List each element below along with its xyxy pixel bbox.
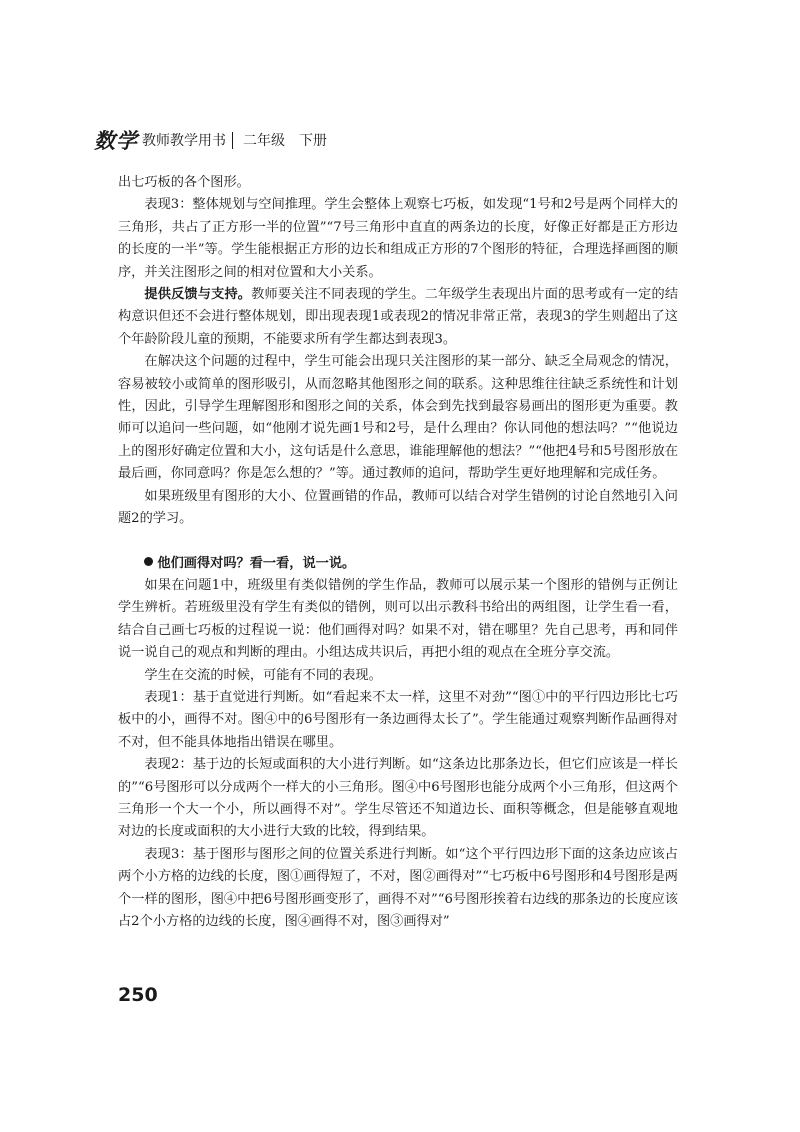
paragraph: 表现3：整体规划与空间推理。学生会整体上观察七巧板，如发现“1号和2号是两个同样大的三角形，共占了正方形一半的位置”“7号三角形中直直的两条边的长度，好像正好都是正方形边的长度的一半”等。学生能根据正方形的边长和组成正方形的7个图形的特征，合理选择画图的顺序，并关注图形之间的相对位置和大小关系。: [118, 197, 678, 280]
book-grade: 二年级 下册: [243, 133, 327, 149]
paragraph: 学生在交流的时候，可能有不同的表现。: [144, 667, 382, 683]
page-body: [118, 172, 678, 933]
paragraph: 表现1：基于直觉进行判断。如“看起来不太一样，这里不对劲”“图①中的平行四边形比七巧板中的小，画得不对。图④中的6号图形有一条边画得太长了”。学生能通过观察判断作品画得对不对，但不能具体地指出错误在哪里。: [118, 689, 678, 750]
paragraph: 表现3：基于图形与图形之间的位置关系进行判断。如“这个平行四边形下面的这条边应该占两个小方格的边线的长度，图①画得短了，不对，图②画得对”“七巧板中6号图形和4号图形是两个一样的图形，图④中把6号图形画变形了，画得不对”“6号图形挨着右边线的那条边的长度应该占2个小方格的边线的长度，图④画得不对，图③画得对”: [118, 846, 678, 929]
book-subtitle: 教师教学用书: [142, 133, 226, 149]
bullet-dot-icon: [144, 557, 153, 566]
header-divider: [232, 132, 233, 149]
paragraph: 提供反馈与支持。教师要关注不同表现的学生。二年级学生表现出片面的思考或有一定的结构意识但还不会进行整体规划，即出现表现1或表现2的情况非常正常，表现3的学生则超出了这个年龄阶段儿童的预期，不能要求所有学生都达到表现3。: [118, 287, 679, 347]
paragraph: 如果在问题1中，班级里有类似错例的学生作品，教师可以展示某一个图形的错例与正例让学生辨析。若班级里没有学生有类似的错例，则可以出示教科书给出的两组图，让学生看一看，结合自己画七巧板的过程说一说：他们画得对吗？如果不对，错在哪里？先自己思考，再和同伴说一说自己的观点和判断的理由。小组达成共识后，再把小组的观点在全班分享交流。: [118, 577, 678, 661]
running-header: [94, 127, 327, 153]
paragraph: 如果班级里有图形的大小、位置画错的作品，教师可以结合对学生错例的讨论自然地引入问题2的学习。: [118, 488, 678, 527]
section-heading: 他们画得对吗？看一看，说一说。: [118, 553, 678, 575]
paragraph: 表现2：基于边的长短或面积的大小进行判断。如“这条边比那条边长，但它们应该是一样长的”“6号图形可以分成两个一样大的小三角形。图④中6号图形也能分成两个小三角形，但这两个三角形一个大一个小，所以画得不对”。学生尽管还不知道边长、面积等概念，但是能够直观地对边的长度或面积的大小进行大致的比较，得到结果。: [118, 757, 678, 840]
paragraph: 在解决这个问题的过程中，学生可能会出现只关注图形的某一部分、缺乏全局观念的情况，容易被较小或简单的图形吸引，从而忽略其他图形之间的联系。这种思维往往缺乏系统性和计划性，因此，引导学生理解图形和图形之间的关系，体会到先找到最容易画出的图形更为重要。教师可以追问一些问题，如“他刚才说先画1号和2号，是什么理由？你认同他的想法吗？”“他说边上的图形好确定位置和大小，这句话是什么意思，谁能理解他的想法？”“他把4号和5号图形放在最后画，你同意吗？你是怎么想的？”等。通过教师的追问，帮助学生更好地理解和完成任务。: [118, 354, 678, 482]
section-gap: [118, 531, 678, 553]
paragraph: 出七巧板的各个图形。: [118, 175, 250, 190]
paragraph-lead: 提供反馈与支持。: [144, 287, 252, 303]
book-brand: 数学: [94, 129, 138, 153]
page-number: 250: [118, 984, 158, 1006]
